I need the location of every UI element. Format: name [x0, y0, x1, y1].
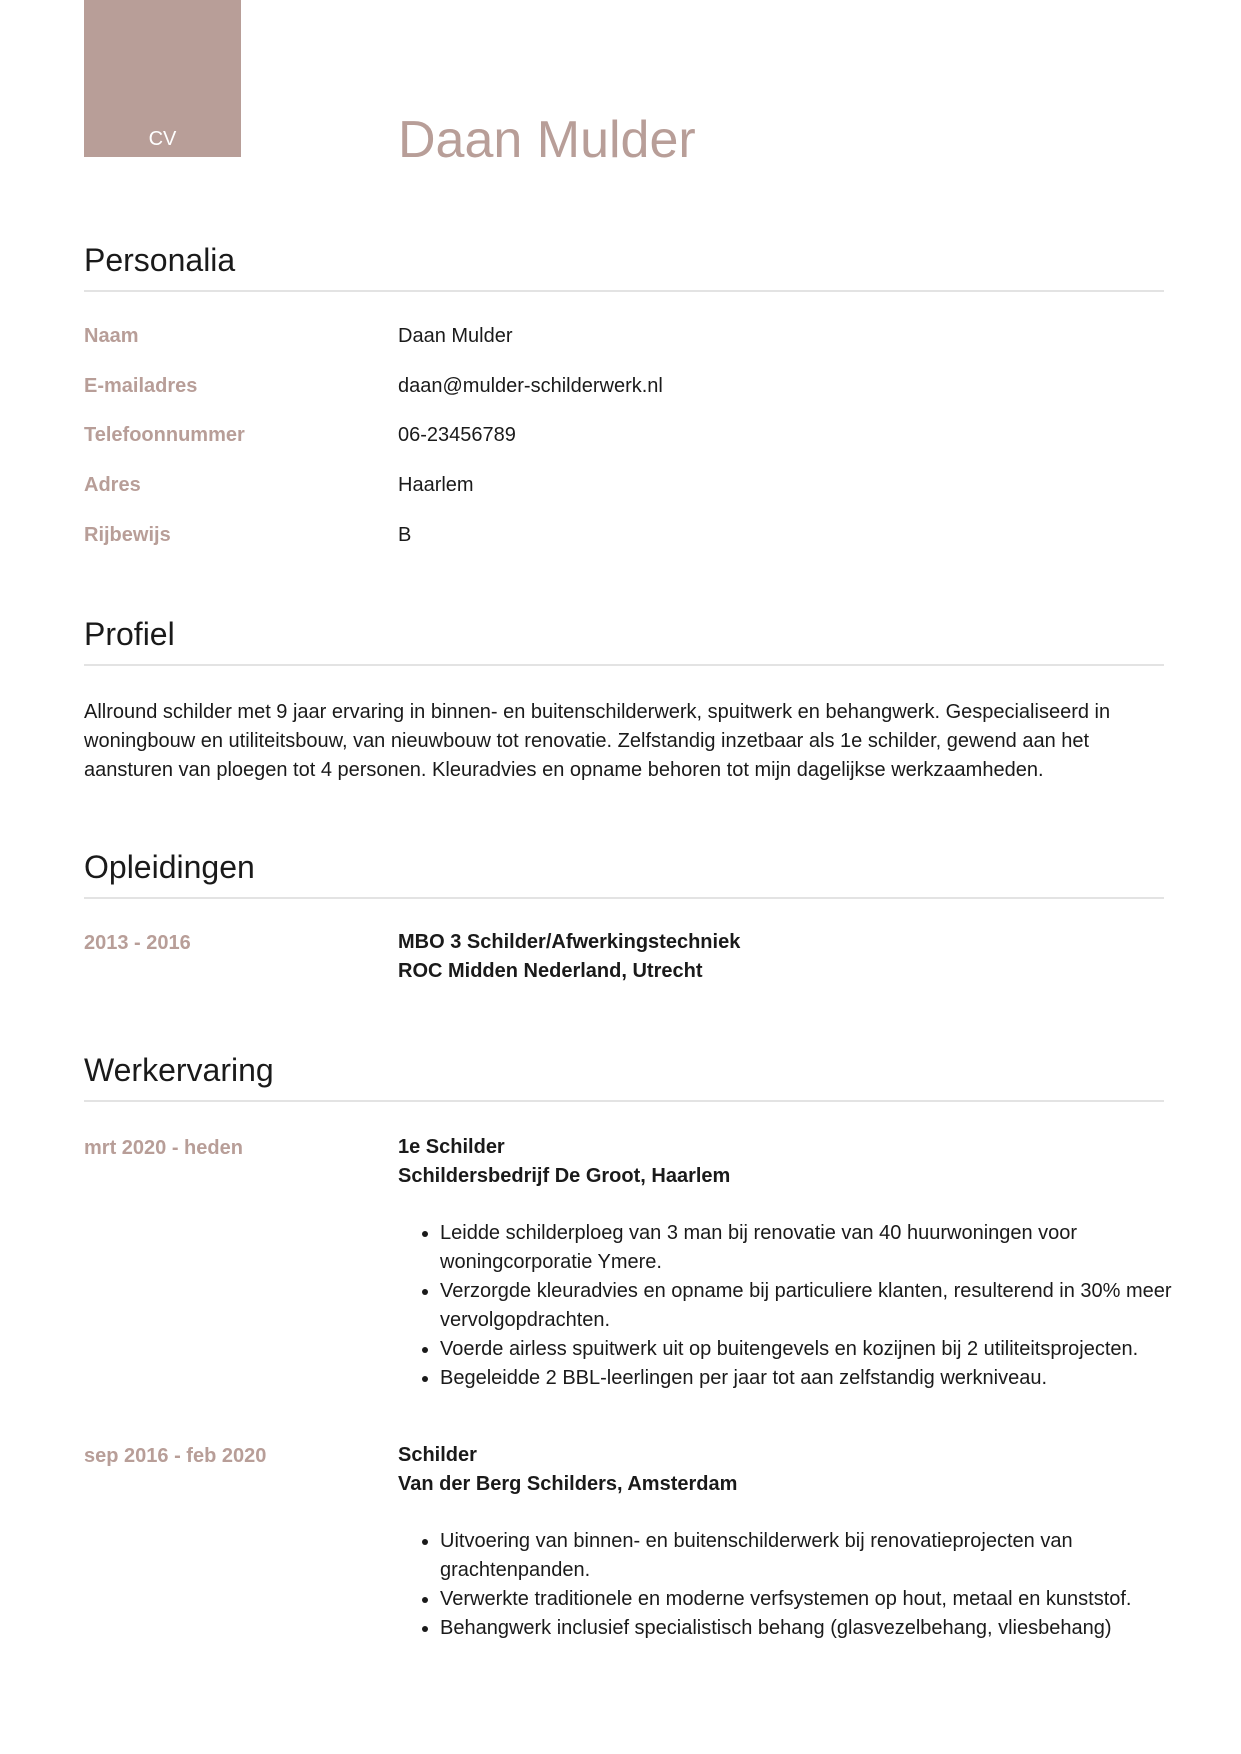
divider	[84, 664, 1164, 666]
section-title-opleidingen: Opleidingen	[84, 849, 255, 885]
label-telefoon: Telefoonnummer	[84, 424, 245, 446]
profile-text: Allround schilder met 9 jaar ervaring in binnen- en buitenschilderwerk, spuitwerk en behangwerk. Gespecialiseerd in woningbouw en utiliteitsbouw, van nieuwbouw tot renovatie. Zelfstandig inzetbaar als 1e schilder, gewend aan het aansturen van ploegen tot 4 personen. Kleuradvies en opname behoren tot mijn dagelijkse werkzaamheden.	[84, 701, 1111, 781]
job-title: Schilder	[398, 1444, 477, 1466]
value-telefoon: 06-23456789	[398, 424, 516, 446]
section-title-personalia: Personalia	[84, 242, 236, 278]
job-title: 1e Schilder	[398, 1136, 505, 1158]
divider	[84, 290, 1164, 292]
job-company: Schildersbedrijf De Groot, Haarlem	[398, 1165, 731, 1187]
value-email: daan@mulder-schilderwerk.nl	[398, 375, 663, 397]
job-bullet-list	[398, 1527, 1210, 1643]
photo-label: CV	[148, 128, 177, 150]
list-item: • Behangwerk inclusief specialistisch behang (glasvezelbehang, vliesbehang)	[440, 1614, 1210, 1643]
label-rijbewijs: Rijbewijs	[84, 524, 171, 546]
value-rijbewijs: B	[398, 524, 412, 546]
education-period: 2013 - 2016	[84, 932, 191, 954]
job-bullet-list	[398, 1219, 1210, 1393]
list-item: • Uitvoering van binnen- en buitenschilderwerk bij renovatieprojecten van grachtenpanden.	[440, 1527, 1210, 1585]
job-period: sep 2016 - feb 2020	[84, 1445, 267, 1467]
list-item: • Leidde schilderploeg van 3 man bij renovatie van 40 huurwoningen voor woningcorporatie Ymere.	[440, 1219, 1210, 1277]
section-title-werkervaring: Werkervaring	[84, 1052, 274, 1088]
education-institution: ROC Midden Nederland, Utrecht	[398, 960, 703, 982]
photo-placeholder	[84, 0, 241, 157]
divider	[84, 1100, 1164, 1102]
job-period: mrt 2020 - heden	[84, 1137, 243, 1159]
divider	[84, 897, 1164, 899]
list-item: • Begeleidde 2 BBL-leerlingen per jaar tot aan zelfstandig werkniveau.	[440, 1364, 1210, 1393]
education-title: MBO 3 Schilder/Afwerkingstechniek	[398, 931, 741, 953]
label-email: E-mailadres	[84, 375, 198, 397]
label-adres: Adres	[84, 474, 141, 496]
job-company: Van der Berg Schilders, Amsterdam	[398, 1473, 738, 1495]
list-item: • Voerde airless spuitwerk uit op buitengevels en kozijnen bij 2 utiliteitsprojecten.	[440, 1335, 1210, 1364]
label-naam: Naam	[84, 325, 139, 347]
cv-name-heading: Daan Mulder	[398, 111, 696, 169]
list-item: • Verwerkte traditionele en moderne verfsystemen op hout, metaal en kunststof.	[440, 1585, 1210, 1614]
section-title-profiel: Profiel	[84, 616, 175, 652]
list-item: • Verzorgde kleuradvies en opname bij particuliere klanten, resulterend in 30% meer vervolgopdrachten.	[440, 1277, 1210, 1335]
value-naam: Daan Mulder	[398, 325, 513, 347]
value-adres: Haarlem	[398, 474, 474, 496]
